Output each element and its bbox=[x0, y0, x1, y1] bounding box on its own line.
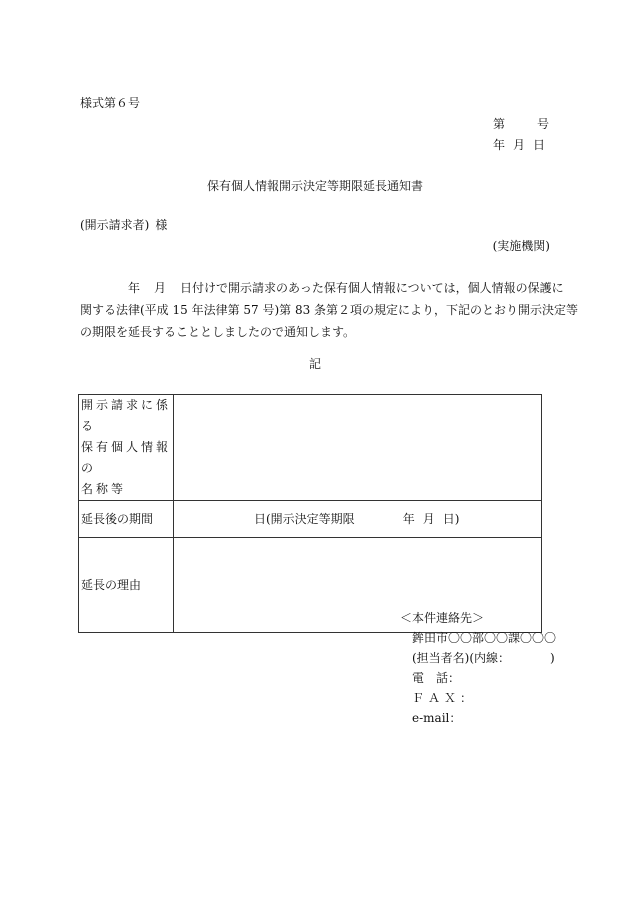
doc-number-suffix: 号 bbox=[537, 117, 550, 131]
body-line-2: 関する法律(平成 15 年法律第 57 号)第 83 条第２項の規定により，下記のとおり開示決定等 bbox=[80, 303, 579, 317]
record-name-value[interactable] bbox=[174, 395, 542, 501]
body-line-3: の期限を延長することとしましたので通知します。 bbox=[80, 325, 356, 339]
extended-period-day: 日(開示決定等期限 bbox=[254, 512, 355, 526]
contact-info bbox=[400, 608, 556, 728]
body-month: 月 bbox=[154, 281, 167, 295]
extended-period-year: 年 bbox=[402, 512, 415, 526]
contact-heading: ＜本件連絡先＞ bbox=[400, 611, 485, 625]
addressee bbox=[80, 219, 167, 231]
body-year: 年 bbox=[128, 281, 141, 295]
issue-date-line bbox=[493, 139, 545, 151]
date-month: 月 bbox=[513, 138, 526, 152]
contact-person-close: ) bbox=[550, 651, 555, 665]
contact-phone: 電 話： bbox=[412, 671, 461, 685]
table-row bbox=[79, 501, 542, 538]
extension-reason-label: 延長の理由 bbox=[79, 538, 174, 633]
date-year: 年 bbox=[493, 138, 506, 152]
body-line-1-rest: 日付けで開示請求のあった保有個人情報については，個人情報の保護に bbox=[180, 281, 564, 295]
record-name-label bbox=[79, 395, 174, 501]
extension-details-table bbox=[78, 394, 542, 633]
record-name-label-line-3: 名称等 bbox=[81, 482, 127, 496]
date-day: 日 bbox=[533, 138, 546, 152]
document-title: 保有個人情報開示決定等期限延長通知書 bbox=[206, 179, 423, 193]
ki-heading: 記 bbox=[308, 357, 321, 371]
record-name-label-line-1: 開示請求に係る bbox=[81, 398, 172, 433]
body-line-1 bbox=[80, 277, 564, 299]
contact-department: 鉾田市〇〇部〇〇課〇〇〇 bbox=[412, 631, 557, 645]
contact-person bbox=[400, 648, 556, 668]
extended-period-label: 延長後の期間 bbox=[79, 501, 174, 538]
document-number-line bbox=[493, 118, 549, 130]
notice-body bbox=[80, 277, 579, 343]
extended-period-month: 月 bbox=[422, 512, 435, 526]
extended-period-end: 日) bbox=[442, 512, 460, 526]
addressee-name: (開示請求者) bbox=[80, 218, 150, 232]
form-number: 様式第６号 bbox=[80, 96, 141, 110]
record-name-label-line-2: 保有個人情報の bbox=[81, 440, 172, 475]
implementing-agency: (実施機関) bbox=[492, 239, 550, 253]
table-row bbox=[79, 395, 542, 501]
contact-fax: ＦＡＸ： bbox=[412, 691, 477, 705]
doc-number-prefix: 第 bbox=[493, 117, 506, 131]
contact-person-label: (担当者名)(内線： bbox=[412, 651, 511, 665]
contact-email: e-mail： bbox=[412, 711, 462, 725]
extended-period-value[interactable] bbox=[174, 501, 542, 538]
addressee-honorific: 様 bbox=[155, 218, 168, 232]
